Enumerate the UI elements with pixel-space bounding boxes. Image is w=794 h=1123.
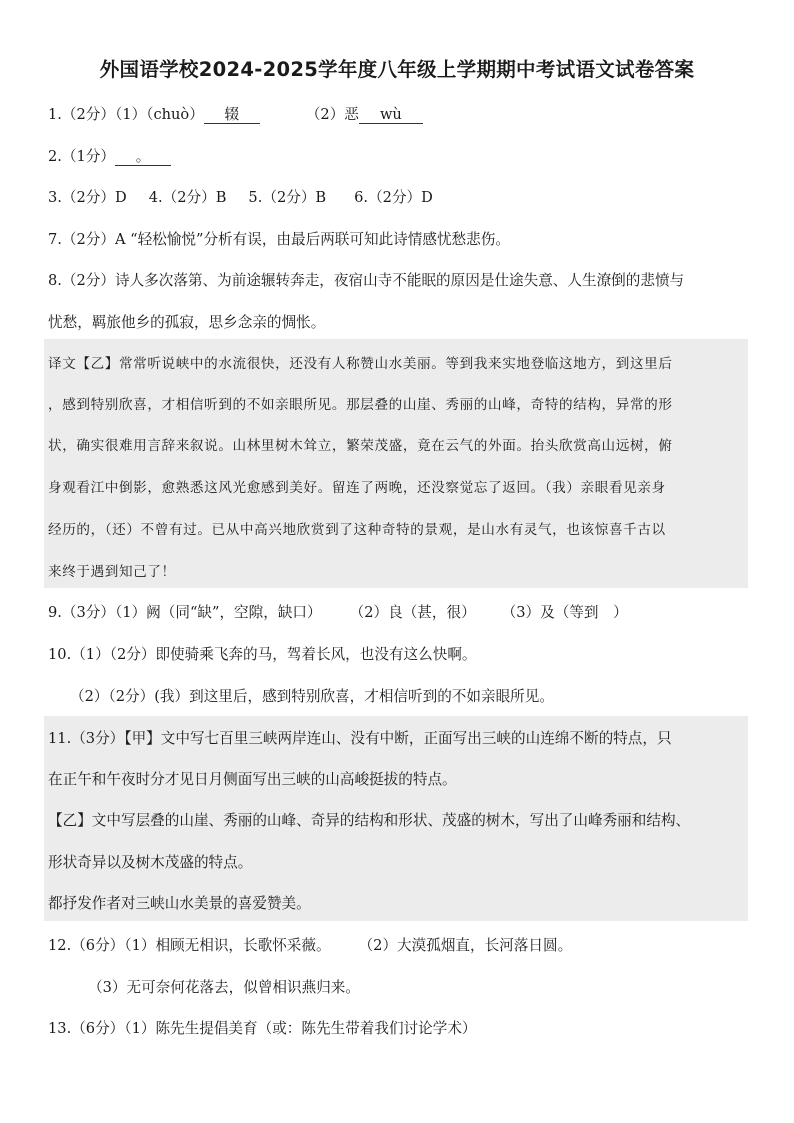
q9-part-1: 9.（3分）（1）阙（同“缺”，空隙，缺口） — [48, 604, 322, 621]
question-11-line-1: 11.（3分）【甲】文中写七百里三峡两岸连山、没有中断，正面写出三峡的山连绵不断的特点，只 — [48, 730, 672, 747]
q1-number: 1.（2分）（1）（chuò） — [48, 106, 204, 123]
q12-part-1: 12.（6分）（1）相顾无相识，长歌怀采薇。 — [48, 937, 331, 954]
translation-line-2: ，感到特别欣喜，才相信听到的不如亲眼所见。那层叠的山崖、秀丽的山峰，奇特的结构，异常的形 — [48, 397, 673, 413]
questions-3-to-6 — [48, 186, 433, 207]
q12-part-2: （2）大漠孤烟直，长河落日圆。 — [358, 937, 573, 954]
question-12-line-1 — [48, 934, 572, 955]
question-11-line-4: 形状奇异以及树木茂盛的特点。 — [48, 854, 253, 871]
question-2 — [48, 145, 171, 166]
question-7: 7.（2分）A “轻松愉悦”分析有误，由最后两联可知此诗情感忧愁悲伤。 — [48, 231, 510, 248]
translation-line-3: 状，确实很难用言辞来叙说。山林里树木耸立，繁荣茂盛，竟在云气的外面。抬头欣赏高山远树，俯 — [48, 438, 673, 454]
q1-answer-2: wù — [359, 107, 423, 124]
translation-shade — [44, 339, 748, 588]
q5-answer: 5.（2分）B — [248, 189, 327, 206]
translation-line-6: 来终于遇到知己了！ — [48, 564, 176, 580]
question-8-line-2: 忧愁，羁旅他乡的孤寂，思乡念亲的惆怅。 — [48, 314, 326, 331]
q4-answer: 4.（2分）B — [148, 189, 227, 206]
page-title: 外国语学校2024-2025学年度八年级上学期期中考试语文试卷答案 — [99, 58, 695, 81]
question-11-line-5: 都抒发作者对三峡山水美景的喜爱赞美。 — [48, 895, 311, 912]
q6-answer: 6.（2分）D — [354, 189, 433, 206]
translation-line-1: 译文【乙】常常听说峡中的水流很快，还没有人称赞山水美丽。等到我来实地登临这地方，到这里后 — [48, 356, 673, 372]
q9-part-3: （3）及（等到 ） — [501, 604, 628, 621]
question-12-part-3: （3）无可奈何花落去，似曾相识燕归来。 — [88, 979, 360, 996]
q1-part-2: （2）恶 — [305, 106, 359, 123]
question-11-line-3: 【乙】文中写层叠的山崖、秀丽的山峰、奇异的结构和形状、茂盛的树木，写出了山峰秀丽和结构、 — [48, 812, 691, 829]
question-9 — [48, 601, 628, 622]
q3-answer: 3.（2分）D — [48, 189, 127, 206]
question-10-part-2: （2）（2分）(我）到这里后，感到特别欣喜，才相信听到的不如亲眼所见。 — [70, 688, 554, 705]
question-13: 13.（6分）（1）陈先生提倡美育（或：陈先生带着我们讨论学术） — [48, 1020, 477, 1037]
question-8-line-1: 8.（2分）诗人多次落第、为前途辗转奔走，夜宿山寺不能眠的原因是仕途失意、人生潦倒的悲愤与 — [48, 272, 685, 289]
question-10-part-1: 10.（1）（2分）即使骑乘飞奔的马，驾着长风，也没有这么快啊。 — [48, 646, 477, 663]
translation-line-4: 身观看江中倒影，愈熟悉这风光愈感到美好。留连了两晚，还没察觉忘了返回。（我）亲眼看见亲身 — [48, 480, 666, 496]
translation-line-5: 经历的，（还）不曾有过。已从中高兴地欣赏到了这种奇特的景观，是山水有灵气，也该惊喜千古以 — [48, 522, 666, 538]
q2-answer: 。 — [115, 149, 171, 166]
q1-answer-1: 辍 — [204, 107, 260, 124]
q9-part-2: （2）良（甚，很） — [349, 604, 476, 621]
q2-number: 2.（1分） — [48, 148, 115, 165]
question-11-line-2: 在正午和午夜时分才见日月侧面写出三峡的山高峻挺拔的特点。 — [48, 771, 457, 788]
question-1 — [48, 103, 423, 124]
